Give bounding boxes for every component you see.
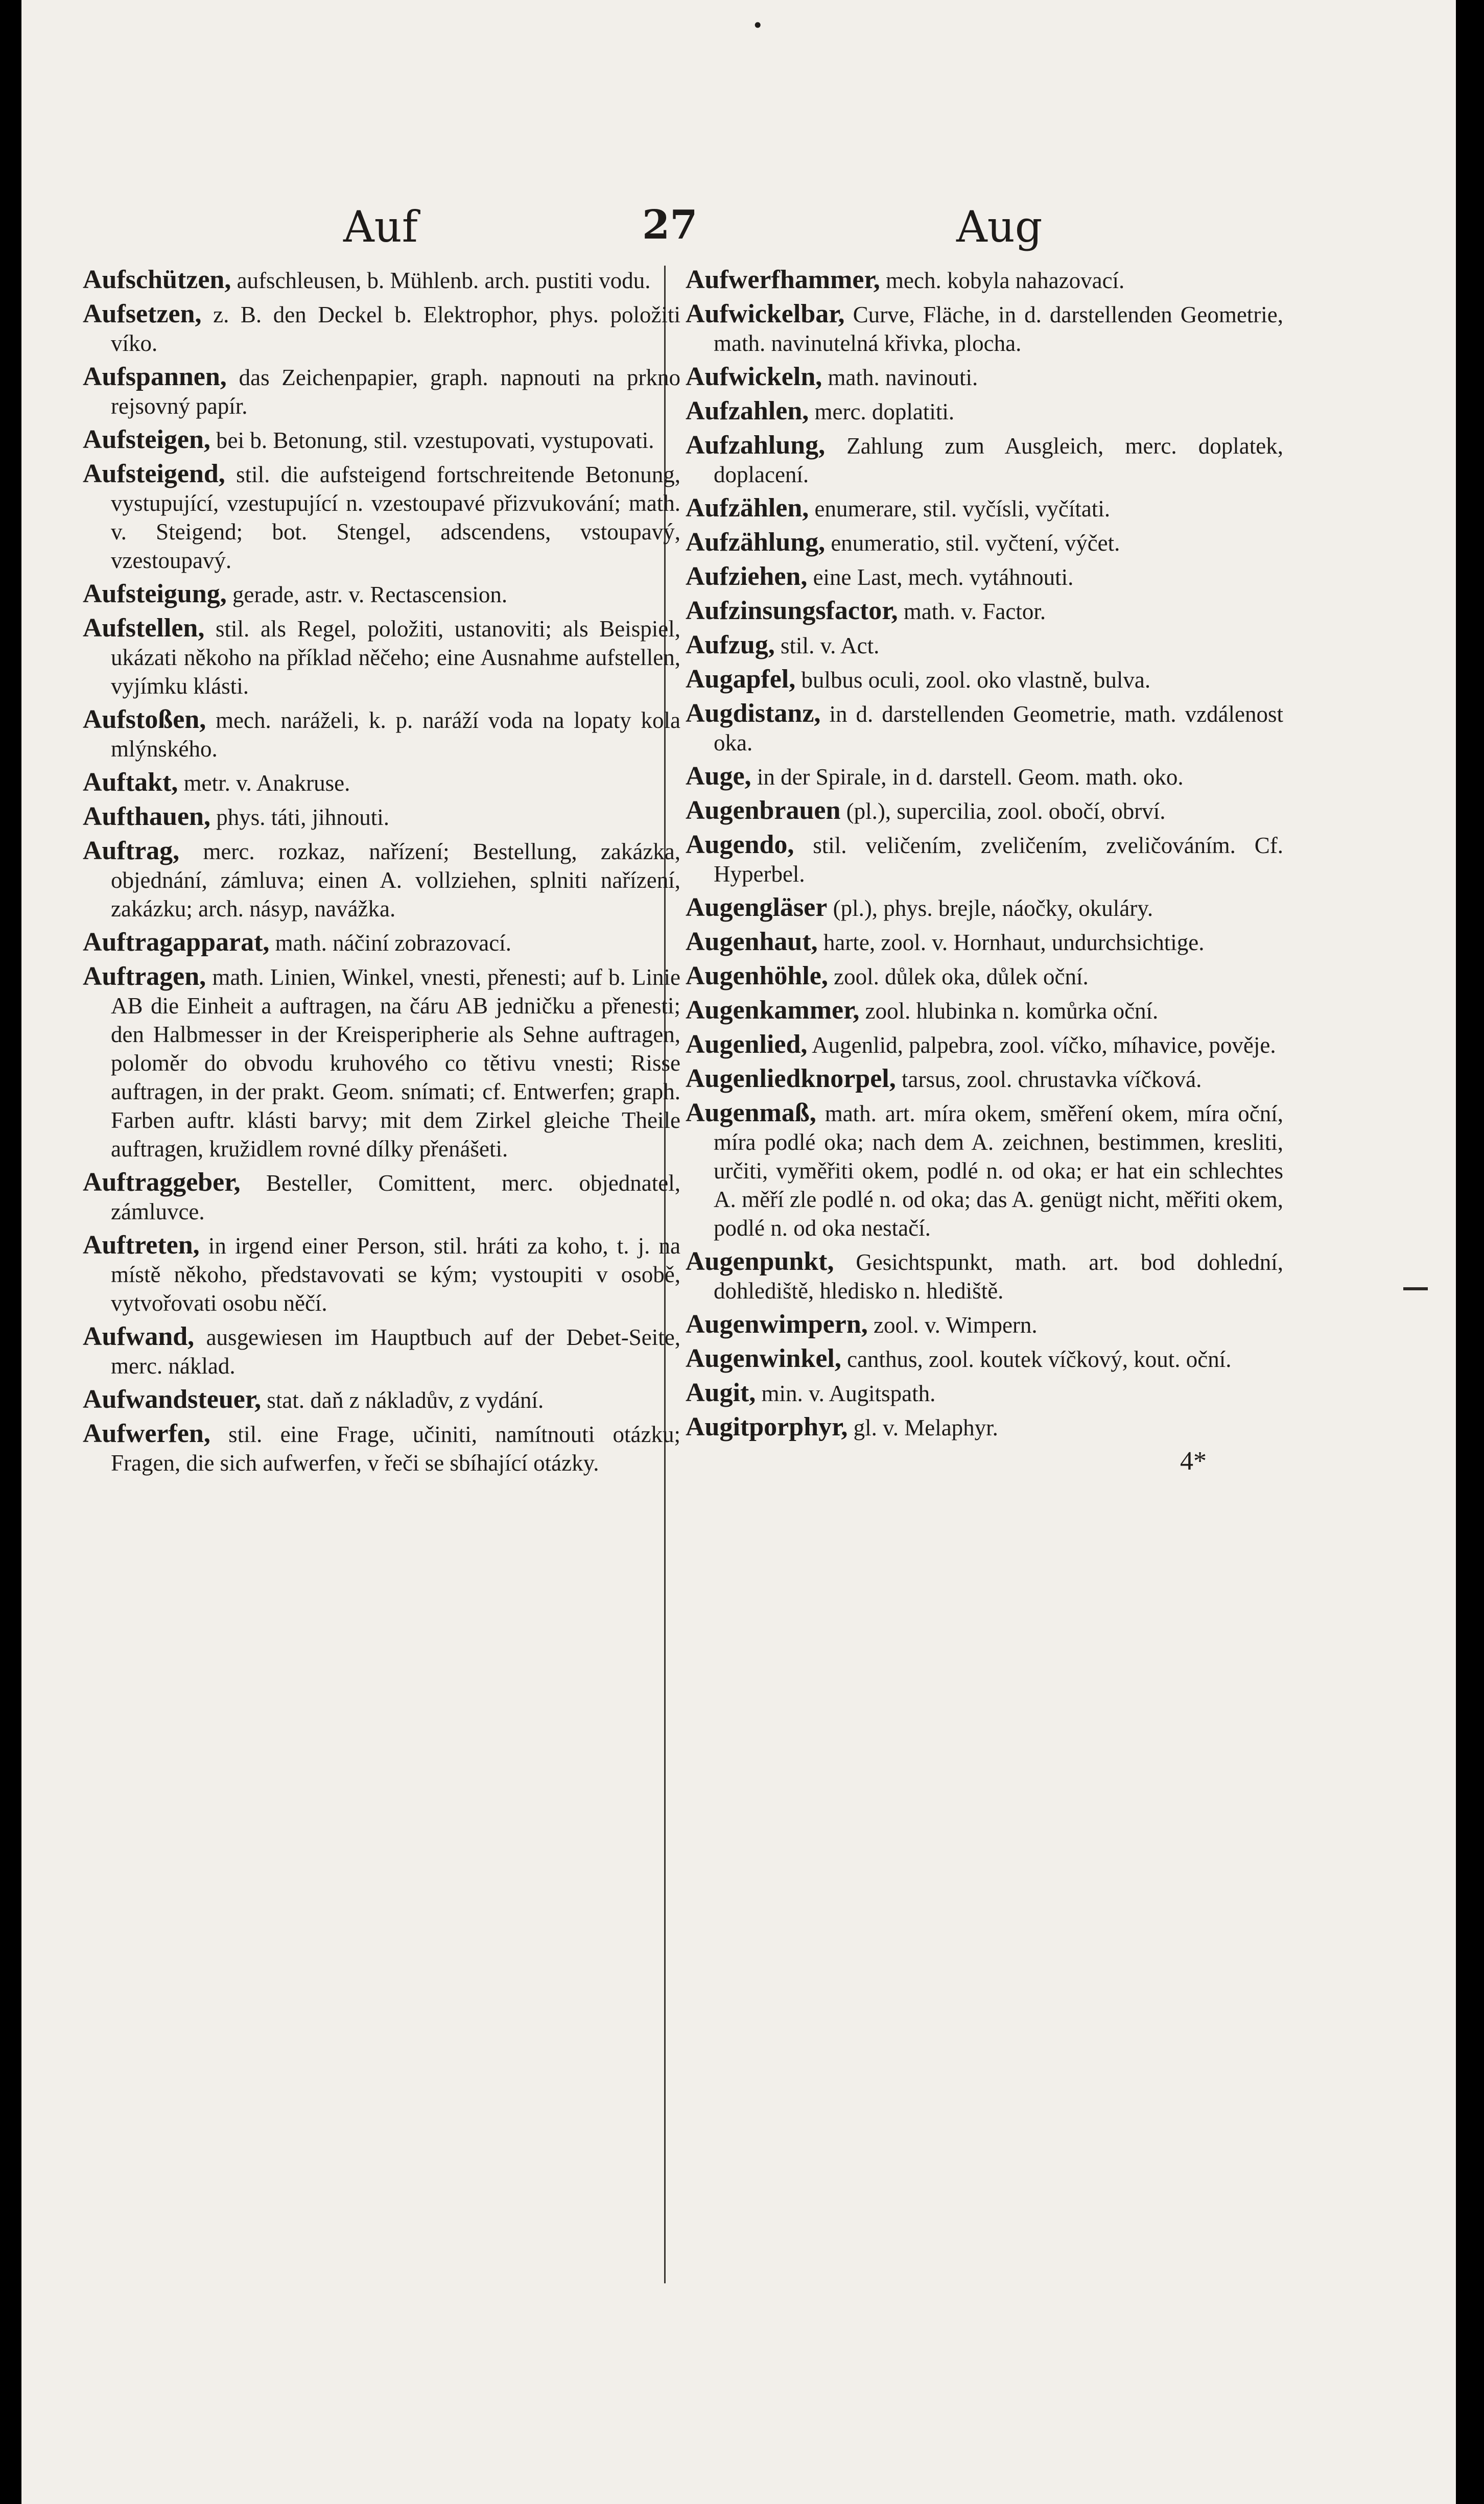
entry-headword: Auftreten, — [83, 1231, 200, 1260]
dictionary-entry — [686, 699, 1283, 757]
dictionary-entry — [83, 300, 680, 358]
entry-headword: Aufstellen, — [83, 613, 205, 643]
entry-headword: Aufwerfhammer, — [686, 265, 880, 294]
dictionary-entry — [83, 1168, 680, 1226]
dictionary-entry — [686, 1065, 1283, 1094]
dictionary-entry — [83, 705, 680, 763]
dictionary-entry — [686, 397, 1283, 426]
entry-definition: Augenlid, palpebra, zool. víčko, míhavice, povějе. — [812, 1032, 1276, 1058]
entry-definition: math. art. míra okem, směření okem, míra oční, míra podlé oka; nach dem A. zeichnen, bestimmen, kresliti, určiti, vyměřiti okem, podlé n. od oka; er hat ein schlechtes A. měří zle podlé n. od oka; das A. genügt nicht, měřiti okem, podlé n. od oka nestačí. — [714, 1101, 1284, 1241]
entry-headword: Aufwickelbar, — [686, 299, 845, 328]
dictionary-entry — [686, 1413, 1283, 1442]
dictionary-entry — [686, 928, 1283, 957]
entry-definition: merc. rozkaz, nařízení; Bestellung, zakázka, objednání, zámluva; einen A. vollziehen, splniti nařízení, zakázku; arch. násyp, navážka. — [111, 839, 680, 922]
entry-headword: Auftrag, — [83, 836, 180, 865]
dictionary-entry — [686, 796, 1283, 825]
dictionary-entry — [686, 831, 1283, 888]
entry-definition: bulbus oculi, zool. oko vlastně, bulva. — [801, 667, 1151, 693]
entry-definition: min. v. Augitspath. — [761, 1381, 936, 1406]
dictionary-entry — [83, 460, 680, 575]
entry-headword: Augenhöhle, — [686, 961, 828, 990]
entry-headword: Auftragen, — [83, 962, 206, 991]
entry-headword: Aufzählung, — [686, 528, 826, 557]
dictionary-entry — [83, 1322, 680, 1380]
entry-headword: Augendo, — [686, 830, 794, 859]
entry-headword: Augenpunkt, — [686, 1247, 834, 1276]
dictionary-entry — [83, 837, 680, 923]
margin-dash — [1403, 1287, 1428, 1290]
dictionary-entry — [686, 494, 1283, 523]
entry-headword: Aufziehen, — [686, 562, 808, 591]
dictionary-entry — [686, 1344, 1283, 1374]
signature-mark: 4* — [1180, 1447, 1207, 1476]
dictionary-entry — [83, 580, 680, 609]
entry-definition: Curve, Fläche, in d. darstellenden Geometrie, math. navinutelná křivka, plocha. — [714, 302, 1284, 356]
entry-headword: Augenliedknorpel, — [686, 1064, 896, 1093]
entry-headword: Aufwerfen, — [83, 1419, 210, 1448]
entry-headword: Aufzahlen, — [686, 396, 809, 426]
entry-definition: z. B. den Deckel b. Elektrophor, phys. položiti víko. — [111, 302, 680, 356]
entry-headword: Augenmaß, — [686, 1098, 816, 1127]
entry-headword: Augenlied, — [686, 1030, 808, 1059]
dictionary-entry — [686, 962, 1283, 991]
entry-definition: enumerare, stil. vyčísli, vyčítati. — [814, 496, 1111, 522]
entry-headword: Augenwinkel, — [686, 1344, 841, 1373]
entry-headword: Auftraggeber, — [83, 1168, 241, 1197]
entry-definition: enumeratio, stil. vyčtení, výčet. — [831, 530, 1120, 556]
entry-headword: Aufschützen, — [83, 265, 231, 294]
entry-definition: math. Linien, Winkel, vnesti, přenesti; auf b. Linie AB die Einheit a auftragen, na čáru AB jedničku a přenesti; den Halbmesser in der Kreisperipherie als Sehne auftragen, poloměr do obvodu kruhového co tětivu vnesti; Risse auftragen, in der prakt. Geom. snímati; cf. Entwerfen; graph. Farben auftr. klásti barvy; mit dem Zirkel gleiche Theile auftragen, kružidlem rovné dílky přenášeti. — [111, 964, 681, 1162]
entry-definition: eine Last, mech. vytáhnouti. — [813, 564, 1074, 590]
entry-definition: ausgewiesen im Hauptbuch auf der Debet-Seite, merc. náklad. — [111, 1325, 680, 1379]
entry-definition: canthus, zool. koutek víčkový, kout. oční. — [847, 1347, 1232, 1372]
dictionary-entry — [83, 426, 680, 455]
entry-definition: stil. v. Act. — [781, 633, 880, 658]
entry-headword: Aufzug, — [686, 630, 775, 659]
entry-headword: Augenhaut, — [686, 927, 818, 956]
dictionary-entry — [83, 1385, 680, 1414]
dictionary-entry — [83, 802, 680, 832]
dictionary-entry — [686, 1310, 1283, 1339]
dictionary-entry — [686, 266, 1283, 295]
dictionary-entry — [686, 1099, 1283, 1242]
entry-headword: Aufwandsteuer, — [83, 1385, 262, 1414]
entry-definition: zool. důlek oka, důlek oční. — [834, 964, 1089, 989]
entry-definition: in d. darstellenden Geometrie, math. vzdálenost oka. — [714, 701, 1284, 755]
entry-headword: Aufwickeln, — [686, 362, 822, 391]
entry-definition: (pl.), supercilia, zool. obočí, obrví. — [846, 798, 1166, 824]
header-left-guide-word: Auf — [343, 202, 418, 252]
entry-definition: in der Spirale, in d. darstell. Geom. math. oko. — [757, 764, 1184, 790]
dictionary-entry — [686, 996, 1283, 1025]
entry-definition: aufschleusen, b. Mühlenb. arch. pustiti vodu. — [237, 268, 651, 293]
entry-definition: math. v. Factor. — [903, 599, 1046, 624]
running-header — [21, 202, 1456, 263]
entry-headword: Auftakt, — [83, 768, 178, 797]
entry-headword: Auftragapparat, — [83, 928, 270, 957]
top-mark: • — [752, 14, 764, 37]
dictionary-entry — [83, 768, 680, 797]
entry-definition: phys. táti, jihnouti. — [216, 805, 389, 830]
entry-headword: Aufzinsungsfactor, — [686, 596, 898, 625]
entry-headword: Augit, — [686, 1378, 756, 1407]
entry-definition: Gesichtspunkt, math. art. bod dohlední, dohlediště, hledisko n. hlediště. — [714, 1249, 1283, 1304]
dictionary-entry — [686, 597, 1283, 626]
entry-headword: Augenwimpern, — [686, 1310, 868, 1339]
entry-headword: Augdistanz, — [686, 699, 821, 728]
entry-definition: (pl.), phys. brejle, náočky, okuláry. — [833, 895, 1153, 921]
entry-headword: Augapfel, — [686, 665, 796, 694]
page-number: 27 — [642, 202, 698, 248]
dictionary-entry — [686, 300, 1283, 358]
dictionary-entry — [686, 363, 1283, 392]
dictionary-entry — [686, 893, 1283, 923]
entry-headword: Aufsteigung, — [83, 579, 227, 608]
entry-headword: Augengläser — [686, 893, 828, 922]
dictionary-page — [21, 0, 1456, 2504]
entry-headword: Augitporphyr, — [686, 1412, 848, 1442]
entry-headword: Aufzahlung, — [686, 431, 826, 460]
entry-definition: stil. eine Frage, učiniti, namítnouti otázku; Fragen, die sich aufwerfen, v řeči se sbíhající otázky. — [111, 1422, 680, 1476]
entry-definition: gerade, astr. v. Rectascension. — [232, 582, 508, 607]
left-column — [83, 266, 680, 1482]
entry-headword: Aufzählen, — [686, 493, 809, 523]
dictionary-entry — [83, 266, 680, 295]
entry-headword: Aufsteigend, — [83, 459, 225, 488]
entry-definition: metr. v. Anakruse. — [183, 770, 350, 796]
entry-definition: stil. die aufsteigend fortschreitende Betonung, vystupující, vzestupující n. vzestoupavé přizvukování; math. v. Steigend; bot. Stengel, adscendens, vstoupavý, vzestoupavý. — [111, 462, 681, 573]
entry-headword: Aufwand, — [83, 1322, 195, 1351]
entry-definition: das Zeichenpapier, graph. napnouti na prkno rejsovný papír. — [111, 365, 680, 419]
entry-definition: zool. hlubinka n. komůrka oční. — [865, 998, 1159, 1024]
dictionary-entry — [686, 1030, 1283, 1059]
dictionary-entry — [83, 614, 680, 700]
right-column — [686, 266, 1283, 1476]
dictionary-entry — [686, 1379, 1283, 1408]
entry-headword: Aufthauen, — [83, 802, 210, 831]
entry-headword: Aufstoßen, — [83, 705, 206, 734]
entry-definition: Besteller, Comittent, merc. objednatel, zámluvce. — [111, 1170, 681, 1224]
dictionary-entry — [83, 962, 680, 1163]
dictionary-entry — [686, 431, 1283, 489]
dictionary-entry — [686, 762, 1283, 791]
entry-definition: zool. v. Wimpern. — [874, 1312, 1038, 1338]
entry-definition: mech. kobyla nahazovací. — [886, 268, 1125, 293]
entry-definition: gl. v. Melaphyr. — [853, 1415, 998, 1440]
entry-headword: Aufsetzen, — [83, 299, 202, 328]
entry-definition: bei b. Betonung, stil. vzestupovati, vystupovati. — [216, 428, 654, 453]
dictionary-entry — [686, 528, 1283, 557]
entry-definition: harte, zool. v. Hornhaut, undurchsichtige. — [823, 930, 1205, 955]
dictionary-entry — [83, 1420, 680, 1477]
entry-headword: Augenbrauen — [686, 796, 841, 825]
dictionary-entry — [83, 1231, 680, 1317]
entry-definition: tarsus, zool. chrustavka víčková. — [901, 1067, 1202, 1092]
entry-definition: Zahlung zum Ausgleich, merc. doplatek, doplacení. — [714, 433, 1283, 487]
dictionary-entry — [83, 363, 680, 420]
entry-definition: in irgend einer Person, stil. hráti za koho, t. j. na místě někoho, představovati se kým; vystoupiti v osobě, vytvořovati osobu něčí. — [111, 1233, 681, 1316]
entry-definition: math. náčiní zobrazovací. — [275, 930, 511, 956]
entry-definition: stat. daň z nákladův, z vydání. — [267, 1387, 544, 1413]
entry-headword: Augenkammer, — [686, 996, 860, 1025]
header-right-guide-word: Aug — [956, 202, 1043, 252]
dictionary-entry — [83, 928, 680, 957]
entry-definition: merc. doplatiti. — [814, 399, 955, 424]
entry-headword: Auge, — [686, 762, 751, 791]
entry-definition: mech. naráželi, k. p. naráží voda na lopaty kola mlýnského. — [111, 707, 681, 762]
entry-headword: Aufsteigen, — [83, 425, 210, 454]
entry-definition: math. navinouti. — [828, 365, 978, 390]
entry-definition: stil. veličením, zveličením, zveličováním. Cf. Hyperbel. — [714, 833, 1284, 887]
entry-headword: Aufspannen, — [83, 362, 227, 391]
entry-definition: stil. als Regel, položiti, ustanoviti; als Beispiel, ukázati někoho na příklad něčeho; eine Ausnahme aufstellen, vyjímku klásti. — [111, 616, 681, 699]
dictionary-entry — [686, 665, 1283, 694]
dictionary-entry — [686, 562, 1283, 592]
dictionary-entry — [686, 1247, 1283, 1305]
dictionary-entry — [686, 631, 1283, 660]
